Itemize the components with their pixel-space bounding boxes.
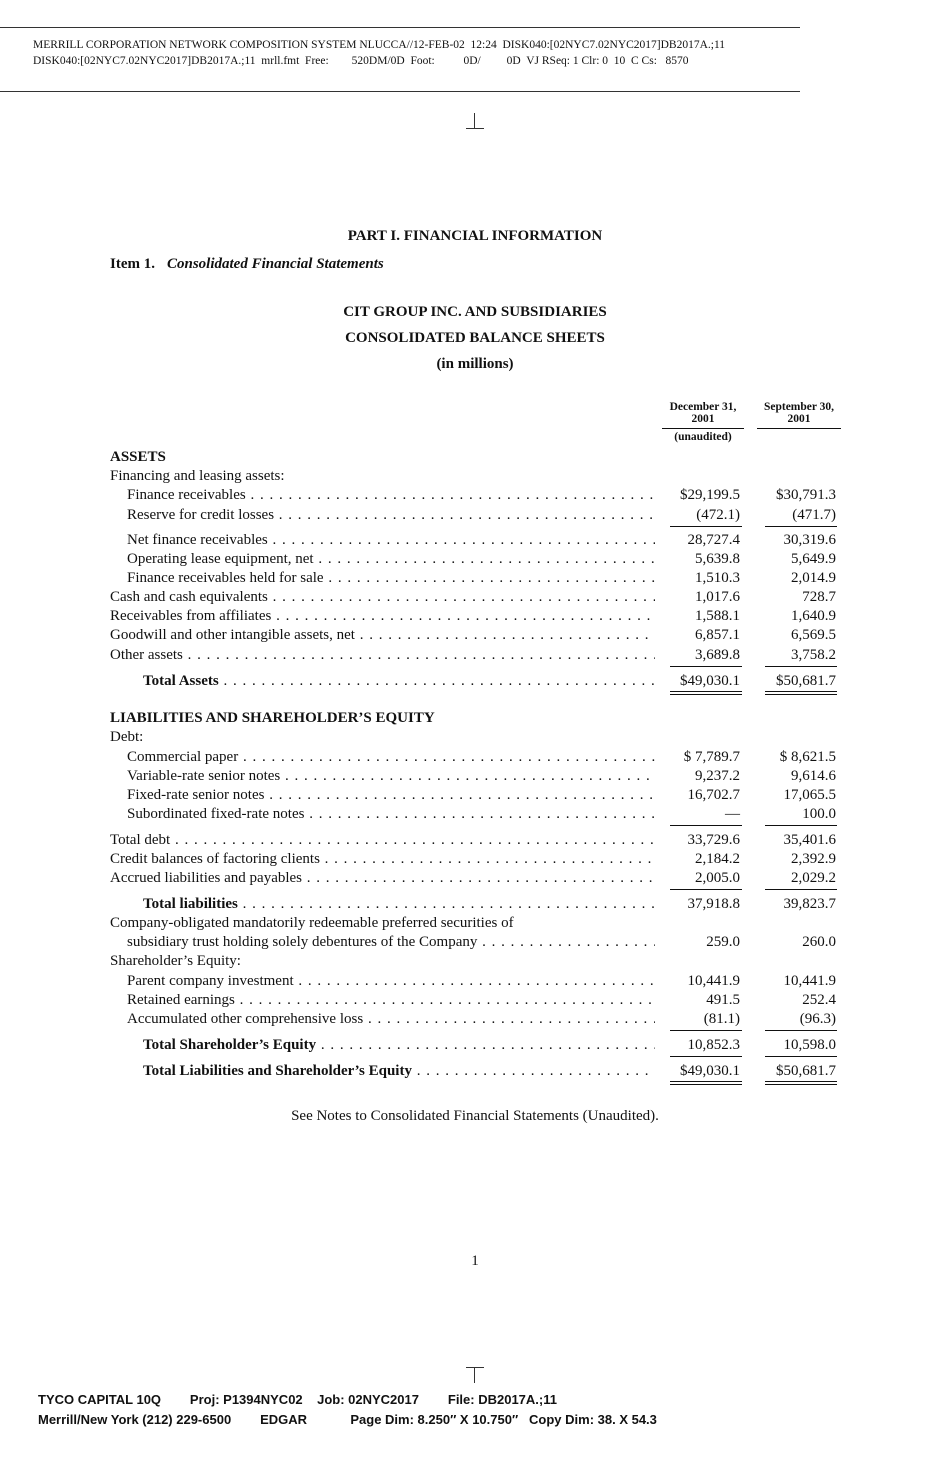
table-row [110,805,840,824]
value-dec: (472.1) [696,507,740,523]
value-dec: 3,689.8 [695,647,740,663]
subtotal-rule [765,1030,837,1031]
table-row [110,506,840,525]
subtotal-rule [765,825,837,826]
value-dec: 259.0 [706,934,740,950]
value-dec: 6,857.1 [695,627,740,643]
subtotal-rule [670,526,742,527]
row-label: Total debt . . . [110,831,655,850]
crop-mark-top [466,113,484,129]
row-label: Accrued liabilities and payables . . . [110,869,655,888]
value-sep: 5,649.9 [791,551,836,567]
column-header-sep [757,401,841,429]
value-sep: 30,319.6 [783,532,836,548]
value-dec: 2,184.2 [695,851,740,867]
value-sep: 2,392.9 [791,851,836,867]
subtotal-rule [765,666,837,667]
header-top-rule [0,27,800,28]
row-label: Net finance receivables . . . [127,531,655,550]
page-number: 1 [471,1253,479,1269]
subtotal-rule [765,889,837,890]
row-label: Credit balances of factoring clients . . . [110,850,655,869]
table-row [110,831,840,850]
company-name: CIT GROUP INC. AND SUBSIDIARIES [343,304,607,320]
value-sep: 2,014.9 [791,570,836,586]
financing-heading-row [110,467,840,486]
table-row [110,569,840,588]
row-label: Cash and cash equivalents . . . [110,588,655,607]
part-title: PART I. FINANCIAL INFORMATION [347,228,603,244]
value-dec: 16,702.7 [687,787,740,803]
row-label: Accumulated other comprehensive loss . . . [127,1010,655,1029]
column-dec-line2: 2001 [691,413,715,425]
table-row [110,869,840,888]
row-label: Retained earnings . . . [127,991,655,1010]
value-sep: (471.7) [792,507,836,523]
value-dec: 1,588.1 [695,608,740,624]
row-label: Finance receivables . . . [127,486,655,505]
units-label: (in millions) [436,356,514,372]
statement-title: CONSOLIDATED BALANCE SHEETS [345,330,605,346]
item-number: Item 1. [110,256,155,272]
table-row [110,767,840,786]
row-label: Subordinated fixed-rate notes . . . [127,805,655,824]
total-double-rule [765,1081,837,1085]
value-dec: $ 7,789.7 [683,749,740,765]
table-row [110,486,840,505]
liabilities-heading: LIABILITIES AND SHAREHOLDER’S EQUITY [110,710,435,726]
value-dec: 9,237.2 [695,768,740,784]
footer-line-2: Merrill/New York (212) 229-6500 EDGAR Page Dim: 8.250″ X 10.750″ Copy Dim: 38. X 54.3 [38,1412,657,1427]
debt-heading-row [110,728,840,747]
value-dec: $49,030.1 [680,673,740,689]
value-dec: $49,030.1 [680,1063,740,1079]
row-label: Parent company investment . . . [127,972,655,991]
value-sep: 35,401.6 [783,832,836,848]
row-label [143,1036,655,1055]
value-sep: 39,823.7 [783,896,836,912]
total-liab-equity-label: Total Liabilities and Shareholder’s Equity [143,1063,412,1079]
table-row [110,1010,840,1029]
table-row-total [110,672,840,691]
row-label: Commercial paper . . . [127,748,655,767]
value-dec: (81.1) [703,1011,740,1027]
value-sep: (96.3) [799,1011,836,1027]
subtotal-rule [765,526,837,527]
value-dec: 1,017.6 [695,589,740,605]
total-double-rule [670,1081,742,1085]
value-dec: — [725,806,740,822]
subtotal-rule [765,1056,837,1057]
table-row [110,607,840,626]
row-label [143,672,655,691]
table-row [110,786,840,805]
table-row [110,531,840,550]
value-sep: 100.0 [802,806,836,822]
financing-heading: Financing and leasing assets: [110,468,285,484]
value-dec: 33,729.6 [687,832,740,848]
header-bottom-rule [0,91,800,92]
preferred-line-row [110,914,840,933]
value-dec: 491.5 [706,992,740,1008]
row-label: Fixed-rate senior notes . . . [127,786,655,805]
total-equity-label: Total Shareholder’s Equity [143,1037,317,1053]
subtotal-rule [670,1030,742,1031]
total-double-rule [670,691,742,695]
subtotal-rule [670,1056,742,1057]
total-double-rule [765,691,837,695]
value-dec: 1,510.3 [695,570,740,586]
value-sep: 2,029.2 [791,870,836,886]
value-sep: $30,791.3 [776,487,836,503]
item-title: Consolidated Financial Statements [167,256,384,272]
preferred-line1: Company-obligated mandatorily redeemable preferred securities of [110,915,514,931]
value-dec: 10,852.3 [687,1037,740,1053]
table-row [110,933,840,952]
table-row [110,895,840,914]
footer-line-1: TYCO CAPITAL 10Q Proj: P1394NYC02 Job: 02NYC2017 File: DB2017A.;11 [38,1392,557,1407]
value-sep: 10,598.0 [783,1037,836,1053]
header-line-2: DISK040:[02NYC7.02NYC2017]DB2017A.;11 mrll.fmt Free: 520DM/0D Foot: 0D/ 0D VJ RSeq: 1 Clr: 0 10 C Cs: 8570 [33,55,689,67]
value-sep: 10,441.9 [783,973,836,989]
subtotal-rule [670,889,742,890]
assets-heading: ASSETS [110,449,166,465]
subtotal-rule [670,666,742,667]
unaudited-label: (unaudited) [674,431,732,443]
column-sep-line2: 2001 [787,413,811,425]
item-heading [110,256,384,273]
value-dec: $29,199.5 [680,487,740,503]
column-dec-line1: December 31, [669,401,737,413]
value-sep: 3,758.2 [791,647,836,663]
footnote: See Notes to Consolidated Financial Statements (Unaudited). [291,1108,659,1124]
value-sep: 728.7 [802,589,836,605]
table-row-total [110,1062,840,1081]
value-sep: $ 8,621.5 [779,749,836,765]
table-row [110,588,840,607]
total-assets-label: Total Assets [143,673,219,689]
row-label: Other assets . . . [110,646,655,665]
crop-mark-bottom [466,1367,484,1383]
value-dec: 5,639.8 [695,551,740,567]
value-sep: $50,681.7 [776,1063,836,1079]
table-row [110,646,840,665]
row-label: Operating lease equipment, net . . . [127,550,655,569]
equity-heading-row [110,952,840,971]
equity-heading: Shareholder’s Equity: [110,953,241,969]
value-sep: 1,640.9 [791,608,836,624]
row-label: Variable-rate senior notes . . . [127,767,655,786]
value-sep: 260.0 [802,934,836,950]
row-label [143,895,655,914]
header-line-1: MERRILL CORPORATION NETWORK COMPOSITION SYSTEM NLUCCA//12-FEB-02 12:24 DISK040:[02NYC7.02NYC2017]DB2017A.;11 [33,39,726,51]
row-label: Finance receivables held for sale . . . [127,569,655,588]
row-label: subsidiary trust holding solely debentures of the Company . . . [127,933,655,952]
subtotal-rule [670,825,742,826]
value-sep: 17,065.5 [783,787,836,803]
table-row-total [110,1036,840,1055]
row-label: Reserve for credit losses . . . [127,506,655,525]
table-row [110,850,840,869]
value-sep: 252.4 [802,992,836,1008]
table-row [110,626,840,645]
table-row [110,748,840,767]
value-dec: 10,441.9 [687,973,740,989]
table-row [110,991,840,1010]
value-sep: $50,681.7 [776,673,836,689]
composition-header [33,37,813,69]
debt-heading: Debt: [110,729,144,745]
value-sep: 9,614.6 [791,768,836,784]
column-sep-line1: September 30, [763,401,835,413]
row-label: Goodwill and other intangible assets, net . . . [110,626,655,645]
value-dec: 2,005.0 [695,870,740,886]
column-header-dec [662,401,744,429]
total-liabilities-label: Total liabilities [143,896,238,912]
table-row [110,972,840,991]
assets-heading-row [110,448,840,467]
row-label [143,1062,655,1081]
liabilities-heading-row [110,709,840,728]
value-dec: 37,918.8 [687,896,740,912]
row-label: Receivables from affiliates . . . [110,607,655,626]
table-row [110,550,840,569]
value-dec: 28,727.4 [687,532,740,548]
value-sep: 6,569.5 [791,627,836,643]
